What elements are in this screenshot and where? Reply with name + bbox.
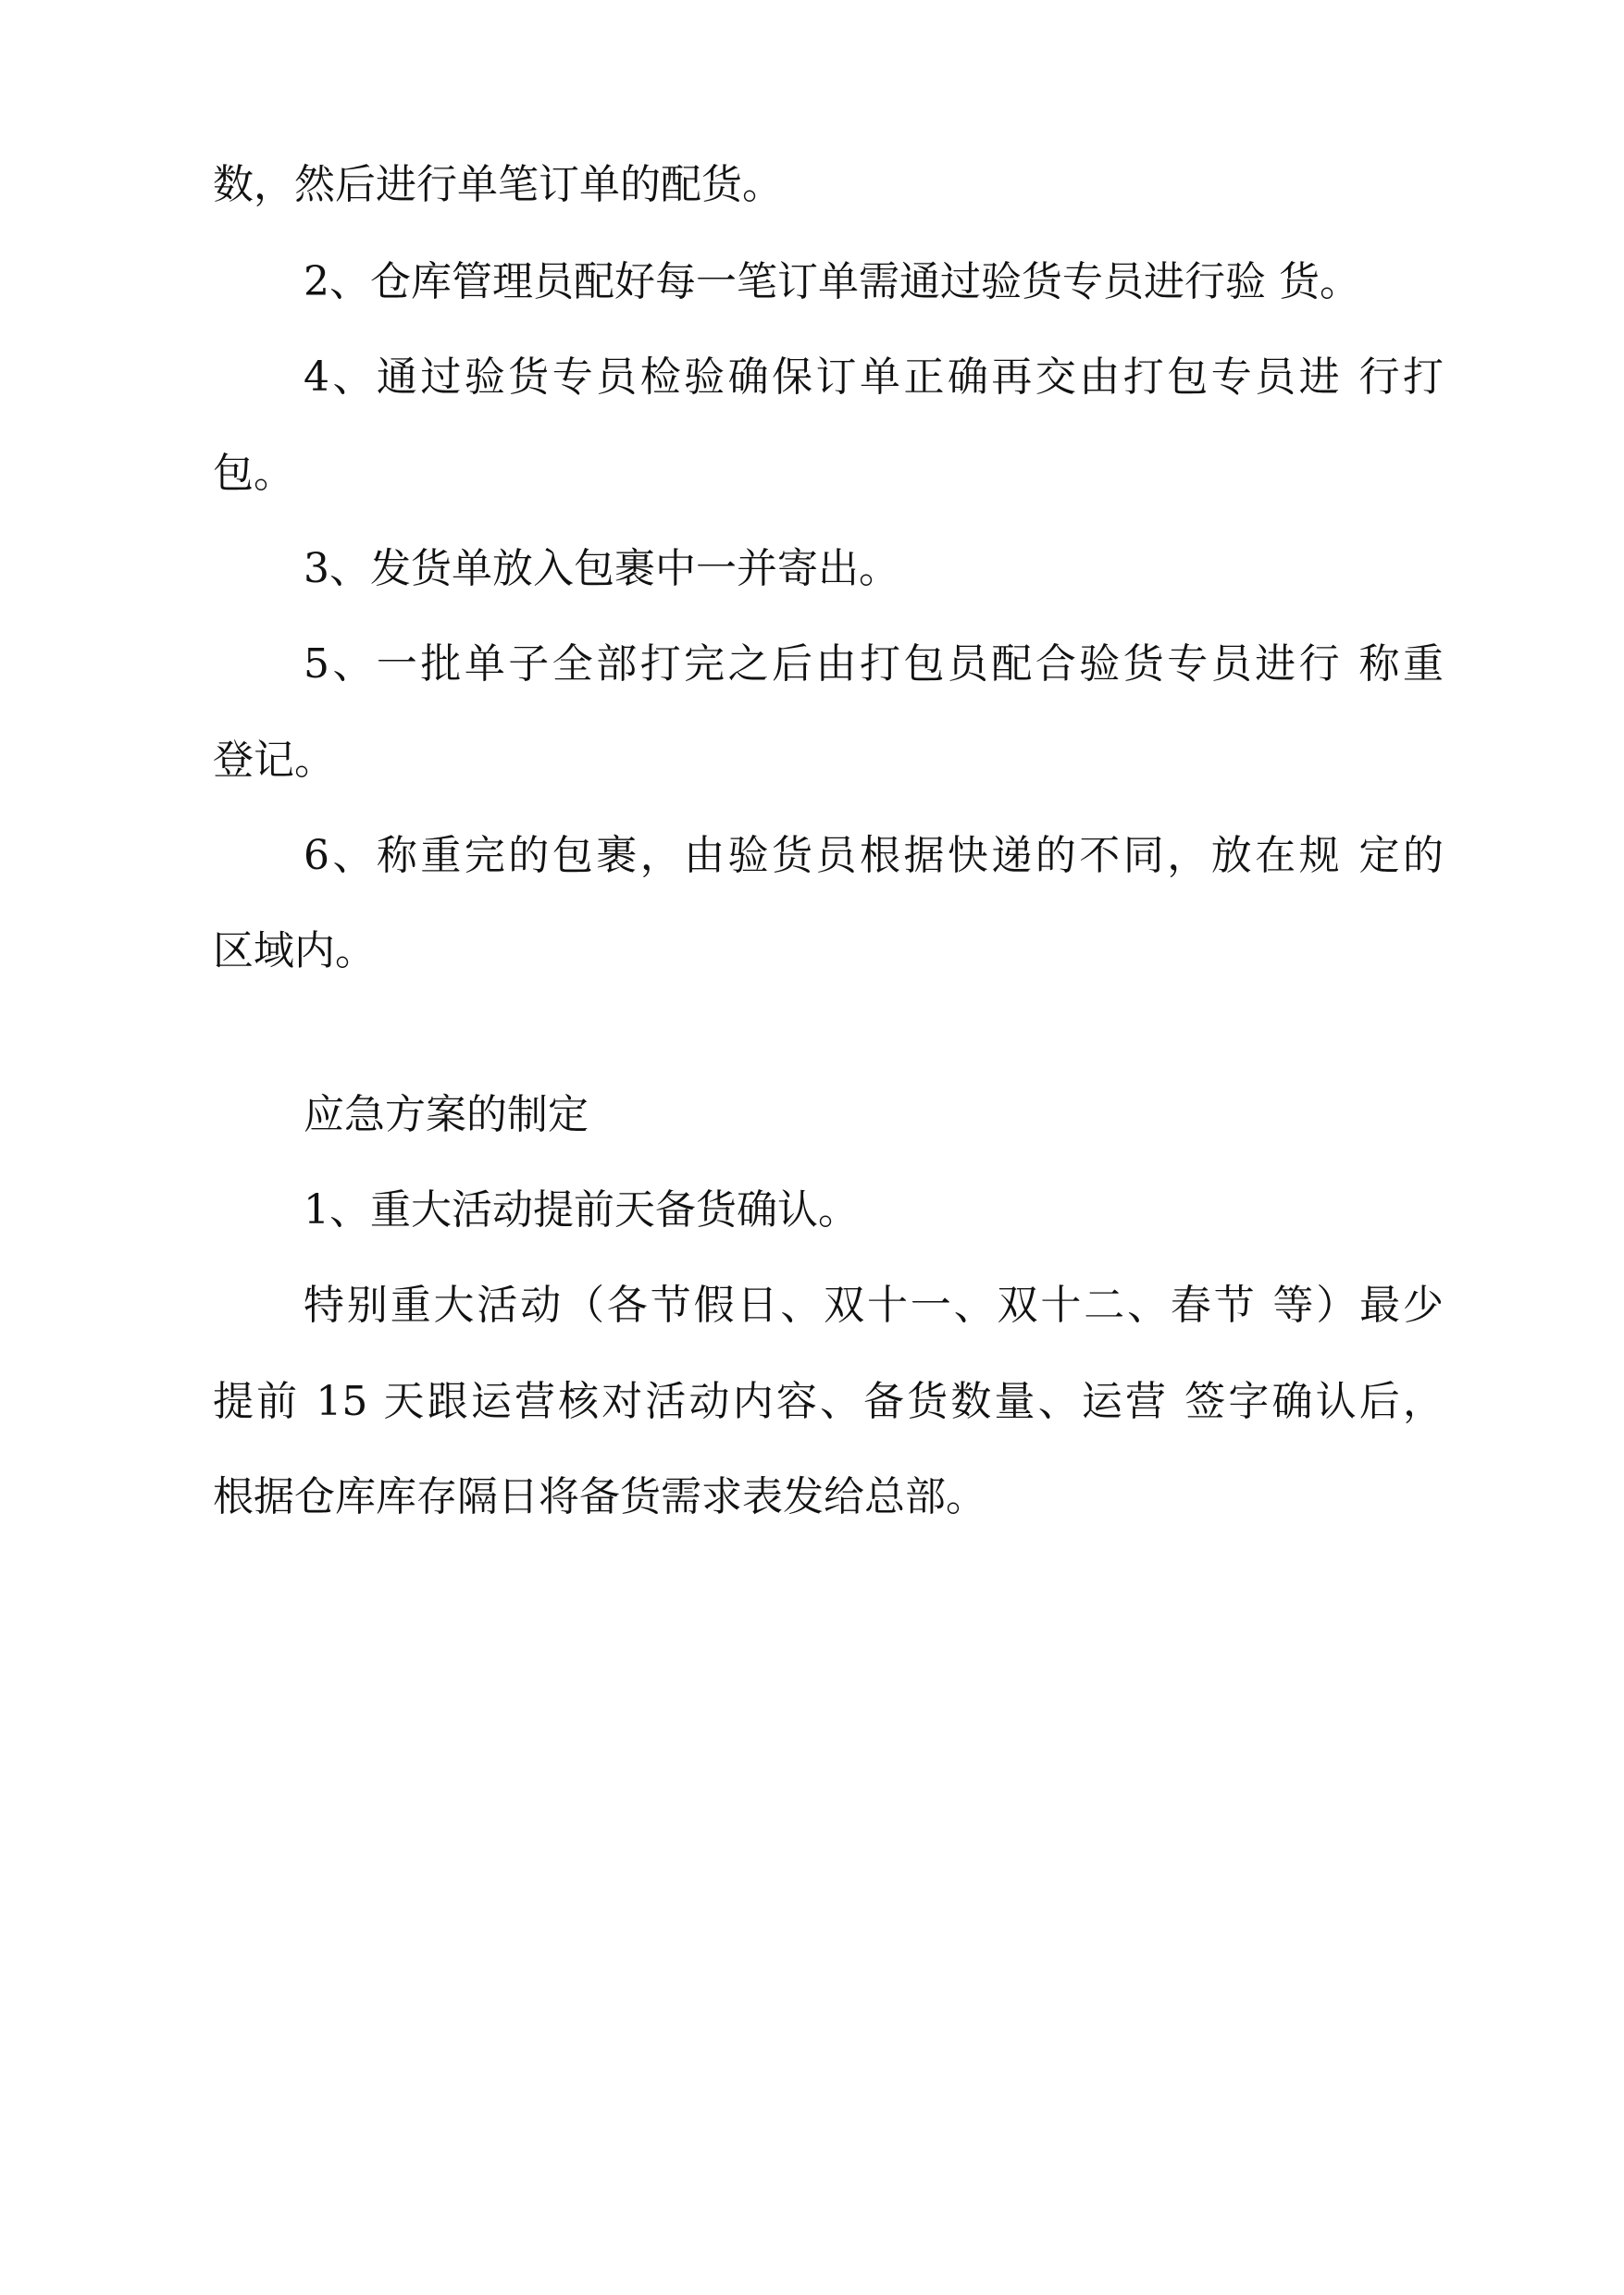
paragraph-line: 4、通过验货专员检验确保订单正确再交由打包专员进 行打	[304, 354, 1444, 401]
paragraph-line: 包。	[213, 450, 294, 497]
paragraph-line: 5、一批单子全部打完之后由打包员配合验货专员进行 称重	[304, 640, 1444, 688]
paragraph-line: 6、称重完的包裹，由验货员根据快递的不同，放在规 定的	[304, 832, 1444, 879]
paragraph-line: 特别重大活动（各节假日、双十一、双十二、春节 等）最少	[304, 1282, 1444, 1329]
section-heading: 应急方案的制定	[304, 1091, 589, 1138]
paragraph-line: 数，然后进行单笔订单的配货。	[213, 161, 783, 208]
paragraph-line: 提前 15 天跟运营核对活动内容、备货数量、运营 签字确认后，	[213, 1378, 1444, 1425]
paragraph-line: 1、重大活动提前天备货确认。	[304, 1186, 859, 1234]
paragraph-line: 2、仓库管理员配好每一笔订单需通过验货专员进行验 货。	[304, 258, 1360, 305]
paragraph-line: 3、发货单放入包裹中一并寄出。	[304, 545, 899, 592]
paragraph-line: 登记。	[213, 737, 335, 784]
paragraph-line: 根据仓库库存隔日将备货需求表发给总部。	[213, 1473, 986, 1520]
paragraph-line: 区域内。	[213, 927, 376, 974]
